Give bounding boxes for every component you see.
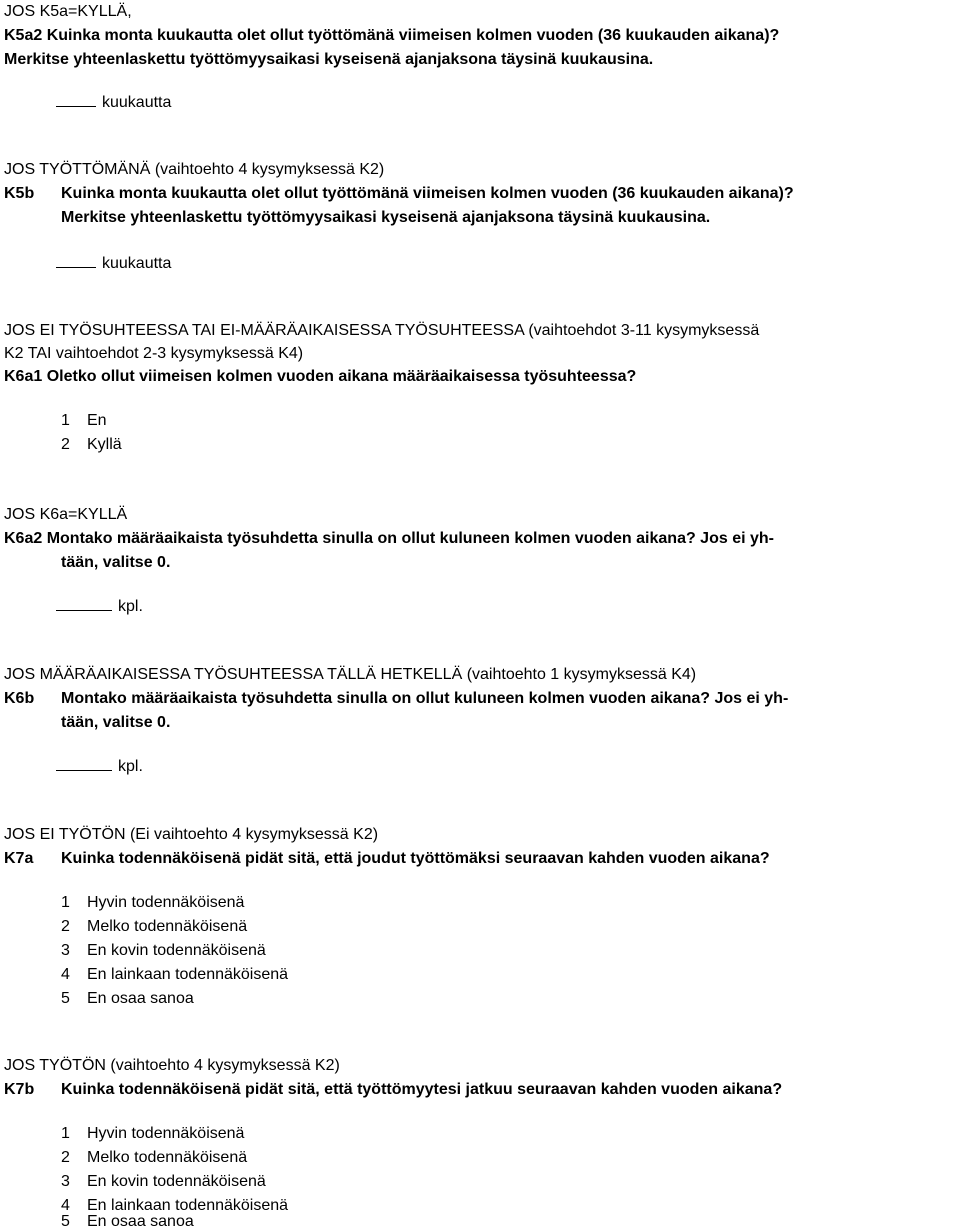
k7a-code: K7a [4,850,34,867]
k5b-question-line2: Merkitse yhteenlaskettu työttömyysaikasi kyseisenä ajanjaksona täysinä kuukausina. [61,209,711,226]
option-label: En lainkaan todennäköisenä [87,966,289,983]
k5b-answer [56,256,171,272]
k6a2-answer-blank[interactable] [56,609,112,611]
option-number: 5 [61,990,70,1007]
k6b-condition: JOS MÄÄRÄAIKAISESSA TYÖSUHTEESSA TÄLLÄ HETKELLÄ (vaihtoehto 1 kysymyksessä K4) [4,666,697,683]
k6b-unit: kpl. [118,758,143,775]
k6a2-question-text: Montako määräaikaista työsuhdetta sinulla on ollut kuluneen kolmen vuoden aikana? Jos ei yh- [46,530,774,547]
k5b-code: K5b [4,185,35,202]
option-number: 3 [61,942,70,959]
option-label: En lainkaan todennäköisenä [87,1197,289,1214]
option-number: 4 [61,1197,70,1214]
k5a2-code: K5a2 [4,27,43,44]
option-number: 5 [61,1213,70,1230]
k6a1-condition-line2: K2 TAI vaihtoehdot 2-3 kysymyksessä K4) [4,345,304,362]
k6a2-code: K6a2 [4,530,43,547]
k6b-code: K6b [4,690,35,707]
k7b-code: K7b [4,1081,35,1098]
option-label: Hyvin todennäköisenä [87,894,245,911]
k5a2-question-line2: Merkitse yhteenlaskettu työttömyysaikasi kyseisenä ajanjaksona täysinä kuukausina. [4,51,654,68]
option-label: En [87,412,107,429]
k6a1-condition-line1: JOS EI TYÖSUHTEESSA TAI EI-MÄÄRÄAIKAISESSA TYÖSUHTEESSA (vaihtoehdot 3-11 kysymyksessä [4,322,760,339]
k5b-condition: JOS TYÖTTÖMÄNÄ (vaihtoehto 4 kysymyksessä K2) [4,161,385,178]
k6a2-condition: JOS K6a=KYLLÄ [4,506,128,523]
k7b-option[interactable] [61,1214,194,1230]
k5a2-unit: kuukautta [102,94,172,111]
k7a-question: Kuinka todennäköisenä pidät sitä, että joudut työttömäksi seuraavan kahden vuoden aikana? [61,850,770,867]
k6a1-question-text: Oletko ollut viimeisen kolmen vuoden aikana määräaikaisessa työsuhteessa? [46,368,637,385]
k6a2-answer [56,599,143,615]
k6b-question-line1: Montako määräaikaista työsuhdetta sinulla on ollut kuluneen kolmen vuoden aikana? Jos ei yh- [61,690,789,707]
k7a-option[interactable] [61,991,194,1007]
k7a-option[interactable] [61,967,288,983]
k5a2-answer [56,95,171,111]
k5a2-question-line1 [4,28,779,44]
option-label: En osaa sanoa [87,990,194,1007]
option-label: Hyvin todennäköisenä [87,1125,245,1142]
k6a2-question-line2: tään, valitse 0. [61,554,171,571]
k6a1-option[interactable] [61,437,122,453]
option-label: En kovin todennäköisenä [87,1173,266,1190]
k6a1-code: K6a1 [4,368,43,385]
option-label: Melko todennäköisenä [87,1149,248,1166]
option-number: 1 [61,412,70,429]
k7a-option[interactable] [61,943,266,959]
k6a2-question-line1 [4,531,774,547]
k7a-option[interactable] [61,919,247,935]
k5a2-question-text: Kuinka monta kuukautta olet ollut työttömänä viimeisen kolmen vuoden (36 kuukauden aikana)? [46,27,780,44]
k6a1-question-line [4,369,636,385]
k7a-condition: JOS EI TYÖTÖN (Ei vaihtoehto 4 kysymyksessä K2) [4,826,379,843]
option-label: Kyllä [87,436,122,453]
k7b-option[interactable] [61,1126,244,1142]
option-number: 3 [61,1173,70,1190]
k5b-answer-blank[interactable] [56,266,96,268]
option-label: Melko todennäköisenä [87,918,248,935]
option-number: 4 [61,966,70,983]
option-number: 2 [61,1149,70,1166]
option-number: 2 [61,918,70,935]
option-number: 2 [61,436,70,453]
k7b-option[interactable] [61,1150,247,1166]
k6b-answer [56,759,143,775]
k7a-option[interactable] [61,895,244,911]
k6a1-option[interactable] [61,413,107,429]
option-number: 1 [61,1125,70,1142]
option-number: 1 [61,894,70,911]
k6b-question-line2: tään, valitse 0. [61,714,171,731]
option-label: En kovin todennäköisenä [87,942,266,959]
k7b-option[interactable] [61,1198,288,1214]
k7b-question: Kuinka todennäköisenä pidät sitä, että työttömyytesi jatkuu seuraavan kahden vuoden aikana? [61,1081,783,1098]
k7b-option[interactable] [61,1174,266,1190]
k5a2-condition: JOS K5a=KYLLÄ, [4,3,132,20]
k7b-condition: JOS TYÖTÖN (vaihtoehto 4 kysymyksessä K2) [4,1057,340,1074]
k5b-unit: kuukautta [102,255,172,272]
k6b-answer-blank[interactable] [56,769,112,771]
k5b-question-line1: Kuinka monta kuukautta olet ollut työttömänä viimeisen kolmen vuoden (36 kuukauden aikana)? [61,185,794,202]
option-label: En osaa sanoa [87,1213,194,1230]
k5a2-answer-blank[interactable] [56,105,96,107]
k6a2-unit: kpl. [118,598,143,615]
